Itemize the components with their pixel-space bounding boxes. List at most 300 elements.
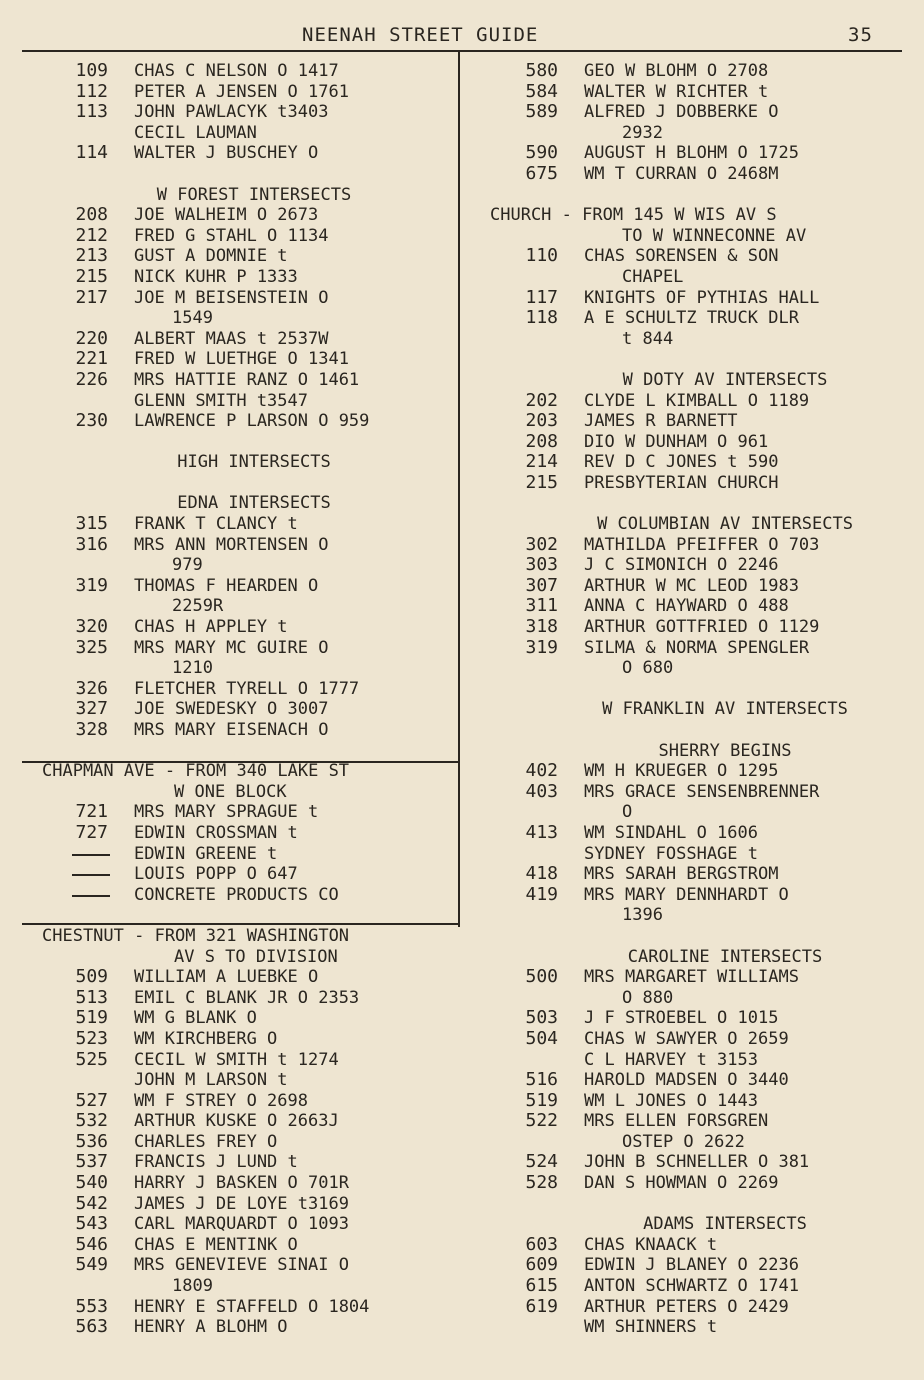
house-number: 220: [75, 327, 108, 349]
house-number: 320: [75, 616, 108, 638]
house-number: 524: [525, 1151, 558, 1173]
house-number: 215: [525, 471, 558, 493]
resident-name: J C SIMONICH O 2246: [584, 555, 779, 576]
resident-name: CONCRETE PRODUCTS CO: [134, 884, 339, 905]
directory-entry: [470, 1070, 920, 1091]
resident-name: ALFRED J DOBBERKE O: [584, 102, 779, 123]
resident-name: FRANCIS J LUND t: [134, 1152, 298, 1173]
resident-name: PETER A JENSEN O 1761: [134, 81, 349, 102]
house-number: 328: [75, 719, 108, 740]
resident-name: ARTHUR PETERS O 2429: [584, 1296, 789, 1317]
directory-entry: [22, 802, 456, 823]
resident-name: THOMAS F HEARDEN O: [134, 575, 319, 596]
spacer: [470, 349, 920, 370]
directory-entry: [22, 246, 456, 267]
resident-name: EDWIN GREENE t: [134, 843, 278, 864]
intersection-heading: [470, 370, 920, 391]
house-number: 213: [75, 245, 108, 267]
resident-name: WM SHINNERS t: [584, 1317, 718, 1338]
directory-entry: [22, 1008, 456, 1029]
house-number: 580: [525, 60, 558, 81]
house-number: 303: [525, 554, 558, 576]
resident-name: JOE WALHEIM O 2673: [134, 205, 319, 226]
directory-entry: [22, 844, 456, 865]
house-number: 603: [525, 1233, 558, 1255]
directory-entry: [470, 1050, 920, 1071]
resident-name: SILMA & NORMA SPENGLER: [584, 637, 810, 658]
house-number: 619: [525, 1295, 558, 1317]
spacer: [470, 679, 920, 700]
directory-entry: [470, 1091, 920, 1112]
directory-entry: [22, 1214, 456, 1235]
house-number: 500: [525, 966, 558, 988]
spacer: [22, 741, 456, 762]
directory-entry: [470, 823, 920, 844]
resident-name: MRS MARGARET WILLIAMS: [584, 967, 799, 988]
house-number: 546: [75, 1233, 108, 1255]
entry-continuation: O 880: [622, 987, 674, 1008]
house-number: 528: [525, 1172, 558, 1194]
directory-entry: [470, 596, 920, 617]
house-number: 590: [525, 142, 558, 164]
resident-name: WM KIRCHBERG O: [134, 1028, 278, 1049]
street-heading: [470, 226, 920, 247]
resident-name: EDWIN J BLANEY O 2236: [584, 1255, 799, 1276]
directory-entry: [470, 102, 920, 123]
resident-name: ANNA C HAYWARD O 488: [584, 596, 789, 617]
directory-entry: [22, 576, 456, 597]
directory-entry: [22, 1070, 456, 1091]
directory-entry: [470, 391, 920, 412]
directory-entry: [22, 555, 456, 576]
directory-entry: [470, 617, 920, 638]
house-number: 589: [525, 101, 558, 123]
resident-name: FRED G STAHL O 1134: [134, 225, 329, 246]
resident-name: CHAS H APPLEY t: [134, 617, 288, 638]
house-number: 513: [75, 986, 108, 1008]
directory-entry: [22, 1050, 456, 1071]
street-name: CHURCH - FROM 145 W WIS AV S: [490, 205, 777, 226]
resident-name: MATHILDA PFEIFFER O 703: [584, 534, 820, 555]
directory-entry: [22, 329, 456, 350]
resident-name: CHAS C NELSON O 1417: [134, 61, 339, 81]
resident-name: LOUIS POPP O 647: [134, 864, 298, 885]
directory-entry: [22, 1235, 456, 1256]
resident-name: JAMES R BARNETT: [584, 411, 738, 432]
directory-entry: [22, 535, 456, 556]
resident-name: MRS MARY EISENACH O: [134, 720, 329, 740]
intersection-heading: [470, 699, 920, 720]
house-number: 208: [525, 430, 558, 452]
resident-name: FRED W LUETHGE O 1341: [134, 349, 349, 370]
page-number: 35: [848, 24, 873, 46]
resident-name: CHAS KNAACK t: [584, 1234, 718, 1255]
spacer: [470, 926, 920, 947]
intersection-label: ADAMS INTERSECTS: [643, 1214, 807, 1235]
resident-name: FLETCHER TYRELL O 1777: [134, 678, 360, 699]
house-number: 527: [75, 1089, 108, 1111]
house-number: 402: [525, 760, 558, 782]
resident-name: WALTER J BUSCHEY O: [134, 143, 319, 164]
resident-name: ARTHUR W MC LEOD 1983: [584, 575, 799, 596]
directory-entry: [470, 1111, 920, 1132]
house-number: 549: [75, 1254, 108, 1276]
resident-name: CECIL W SMITH t 1274: [134, 1049, 339, 1070]
resident-name: MRS ELLEN FORSGREN: [584, 1111, 769, 1132]
resident-name: JOE SWEDESKY O 3007: [134, 699, 329, 720]
directory-entry: [22, 1029, 456, 1050]
resident-name: MRS GRACE SENSENBRENNER: [584, 781, 820, 802]
directory-entry: [22, 1276, 456, 1297]
house-number: 326: [75, 677, 108, 699]
page-header: [0, 24, 924, 50]
resident-name: JOHN M LARSON t: [134, 1070, 288, 1091]
directory-entry: [22, 102, 456, 123]
house-number: 315: [75, 513, 108, 535]
house-number: 112: [75, 80, 108, 102]
resident-name: PRESBYTERIAN CHURCH: [584, 472, 779, 493]
spacer: [470, 720, 920, 741]
house-number: 311: [525, 595, 558, 617]
directory-entry: [22, 617, 456, 638]
directory-entry: [22, 308, 456, 329]
intersection-label: W FOREST INTERSECTS: [156, 184, 352, 205]
dash-mark: [72, 854, 110, 856]
entry-continuation: 979: [172, 555, 203, 576]
column-divider: [458, 52, 460, 927]
directory-entry: [470, 658, 920, 679]
resident-name: WM SINDAHL O 1606: [584, 822, 758, 843]
resident-name: EDWIN CROSSMAN t: [134, 822, 298, 843]
house-number: 221: [75, 348, 108, 370]
resident-name: WALTER W RICHTER t: [584, 81, 769, 102]
resident-name: EMIL C BLANK JR O 2353: [134, 987, 360, 1008]
directory-entry: [22, 61, 456, 82]
directory-entry: [470, 61, 920, 82]
house-number: 522: [525, 1110, 558, 1132]
entry-continuation: 1396: [622, 905, 663, 926]
house-number: 110: [525, 245, 558, 267]
directory-entry: [22, 1091, 456, 1112]
house-number: 202: [525, 389, 558, 411]
directory-entry: [22, 82, 456, 103]
house-number: 563: [75, 1316, 108, 1338]
directory-entry: [470, 452, 920, 473]
house-number: 318: [525, 616, 558, 638]
house-number: 537: [75, 1151, 108, 1173]
resident-name: GUST A DOMNIE t: [134, 246, 288, 267]
house-number: 114: [75, 142, 108, 164]
street-heading: [22, 761, 456, 782]
entry-continuation: CHAPEL: [622, 266, 684, 287]
street-heading: [470, 205, 920, 226]
page-title: NEENAH STREET GUIDE: [302, 24, 539, 46]
directory-entry: [470, 329, 920, 350]
directory-entry: [22, 1255, 456, 1276]
house-number: 319: [525, 636, 558, 658]
directory-entry: [22, 864, 456, 885]
left-column: [22, 61, 456, 1338]
directory-entry: [470, 905, 920, 926]
house-number: 503: [525, 1007, 558, 1029]
directory-entry: [470, 782, 920, 803]
intersection-label: SHERRY BEGINS: [658, 740, 792, 761]
resident-name: WM F STREY O 2698: [134, 1090, 308, 1111]
directory-entry: [470, 1152, 920, 1173]
resident-name: ANTON SCHWARTZ O 1741: [584, 1276, 799, 1297]
spacer: [22, 905, 456, 926]
resident-name: CLYDE L KIMBALL O 1189: [584, 390, 810, 411]
house-number: 553: [75, 1295, 108, 1317]
directory-entry: [470, 432, 920, 453]
directory-entry: [22, 967, 456, 988]
resident-name: JOHN PAWLACYK t3403: [134, 102, 329, 123]
directory-entry: [22, 1152, 456, 1173]
intersection-heading: [22, 452, 456, 473]
resident-name: MRS SARAH BERGSTROM: [584, 864, 779, 885]
directory-entry: [22, 638, 456, 659]
intersection-heading: [470, 1214, 920, 1235]
entry-continuation: OSTEP O 2622: [622, 1131, 745, 1152]
directory-entry: [22, 411, 456, 432]
entry-continuation: t 844: [622, 328, 674, 349]
house-number: 212: [75, 224, 108, 246]
directory-entry: [470, 638, 920, 659]
house-number: 615: [525, 1275, 558, 1297]
resident-name: LAWRENCE P LARSON O 959: [134, 411, 370, 432]
directory-entry: [470, 1132, 920, 1153]
resident-name: CHAS E MENTINK O: [134, 1234, 298, 1255]
resident-name: JOHN B SCHNELLER O 381: [584, 1152, 810, 1173]
resident-name: MRS HATTIE RANZ O 1461: [134, 369, 360, 390]
header-rule: [22, 50, 902, 52]
directory-entry: [22, 988, 456, 1009]
directory-entry: [22, 1194, 456, 1215]
resident-name: WM L JONES O 1443: [584, 1090, 758, 1111]
entry-continuation: 2932: [622, 122, 663, 143]
intersection-heading: [470, 514, 920, 535]
intersection-heading: [470, 947, 920, 968]
entry-continuation: 2259R: [172, 596, 224, 617]
house-number: 113: [75, 101, 108, 123]
house-number: 226: [75, 368, 108, 390]
directory-entry: [22, 370, 456, 391]
house-number: 413: [525, 821, 558, 843]
directory-entry: [470, 576, 920, 597]
resident-name: JAMES J DE LOYE t3169: [134, 1193, 349, 1214]
directory-entry: [22, 720, 456, 741]
directory-entry: [470, 1029, 920, 1050]
intersection-label: EDNA INTERSECTS: [177, 493, 331, 514]
house-number: 215: [75, 265, 108, 287]
house-number: 327: [75, 698, 108, 720]
resident-name: KNIGHTS OF PYTHIAS HALL: [584, 287, 820, 308]
house-number: 316: [75, 533, 108, 555]
house-number: 109: [75, 60, 108, 81]
directory-entry: [470, 1297, 920, 1318]
resident-name: CHARLES FREY O: [134, 1131, 278, 1152]
directory-entry: [470, 308, 920, 329]
street-range: AV S TO DIVISION: [174, 946, 338, 967]
resident-name: MRS MARY MC GUIRE O: [134, 637, 329, 658]
resident-name: HAROLD MADSEN O 3440: [584, 1070, 789, 1091]
dash-mark: [72, 874, 110, 876]
house-number: 584: [525, 80, 558, 102]
right-column: [470, 61, 920, 1338]
directory-entry: [470, 1317, 920, 1338]
house-number: 214: [525, 451, 558, 473]
house-number: 543: [75, 1213, 108, 1235]
resident-name: WILLIAM A LUEBKE O: [134, 967, 319, 988]
directory-entry: [22, 1317, 456, 1338]
directory-entry: [470, 555, 920, 576]
intersection-label: W COLUMBIAN AV INTERSECTS: [597, 514, 853, 535]
directory-entry: [470, 844, 920, 865]
house-number: 325: [75, 636, 108, 658]
directory-entry: [22, 596, 456, 617]
resident-name: DIO W DUNHAM O 961: [584, 431, 769, 452]
directory-entry: [22, 1297, 456, 1318]
directory-entry: [470, 802, 920, 823]
house-number: 117: [525, 286, 558, 308]
directory-entry: [470, 288, 920, 309]
street-heading: [22, 782, 456, 803]
directory-entry: [22, 679, 456, 700]
directory-entry: [22, 1111, 456, 1132]
intersection-heading: [470, 741, 920, 762]
house-number: 319: [75, 574, 108, 596]
resident-name: C L HARVEY t 3153: [584, 1049, 758, 1070]
directory-entry: [470, 82, 920, 103]
resident-name: NICK KUHR P 1333: [134, 266, 298, 287]
house-number: 536: [75, 1130, 108, 1152]
resident-name: MRS MARY DENNHARDT O: [584, 884, 789, 905]
directory-entry: [22, 885, 456, 906]
house-number: 519: [525, 1089, 558, 1111]
house-number: 523: [75, 1027, 108, 1049]
resident-name: HARRY J BASKEN O 701R: [134, 1173, 349, 1194]
house-number: 727: [75, 821, 108, 843]
directory-entry: [22, 699, 456, 720]
resident-name: CECIL LAUMAN: [134, 122, 257, 143]
directory-entry: [470, 1276, 920, 1297]
house-number: 203: [525, 410, 558, 432]
directory-entry: [22, 349, 456, 370]
spacer: [470, 185, 920, 206]
house-number: 525: [75, 1048, 108, 1070]
resident-name: CHAS SORENSEN & SON: [584, 246, 779, 267]
directory-entry: [22, 267, 456, 288]
resident-name: REV D C JONES t 590: [584, 452, 779, 473]
directory-entry: [22, 658, 456, 679]
directory-entry: [470, 1008, 920, 1029]
entry-continuation: 1809: [172, 1276, 213, 1297]
resident-name: CARL MARQUARDT O 1093: [134, 1214, 349, 1235]
directory-entry: [22, 205, 456, 226]
entry-continuation: O 680: [622, 658, 674, 679]
resident-name: A E SCHULTZ TRUCK DLR: [584, 308, 799, 329]
street-range: TO W WINNECONNE AV: [622, 225, 807, 246]
resident-name: MRS ANN MORTENSEN O: [134, 534, 329, 555]
house-number: 509: [75, 966, 108, 988]
resident-name: AUGUST H BLOHM O 1725: [584, 143, 799, 164]
house-number: 302: [525, 533, 558, 555]
directory-entry: [22, 288, 456, 309]
intersection-heading: [22, 185, 456, 206]
resident-name: GLENN SMITH t3547: [134, 390, 308, 411]
resident-name: SYDNEY FOSSHAGE t: [584, 843, 758, 864]
directory-entry: [470, 1173, 920, 1194]
spacer: [22, 164, 456, 185]
directory-entry: [22, 1132, 456, 1153]
house-number: 609: [525, 1254, 558, 1276]
house-number: 217: [75, 286, 108, 308]
street-range: W ONE BLOCK: [174, 781, 287, 802]
directory-entry: [22, 1173, 456, 1194]
intersection-label: W FRANKLIN AV INTERSECTS: [602, 699, 848, 720]
house-number: 519: [75, 1007, 108, 1029]
house-number: 504: [525, 1027, 558, 1049]
street-heading: [22, 926, 456, 947]
directory-entry: [470, 411, 920, 432]
directory-entry: [22, 391, 456, 412]
house-number: 675: [525, 162, 558, 184]
house-number: 721: [75, 801, 108, 823]
entry-continuation: 1549: [172, 308, 213, 329]
entry-continuation: 1210: [172, 658, 213, 679]
street-name: CHAPMAN AVE - FROM 340 LAKE ST: [42, 761, 350, 782]
resident-name: MRS MARY SPRAGUE t: [134, 802, 319, 823]
house-number: 307: [525, 574, 558, 596]
resident-name: J F STROEBEL O 1015: [584, 1008, 779, 1029]
directory-entry: [470, 1255, 920, 1276]
house-number: 516: [525, 1069, 558, 1091]
directory-entry: [22, 514, 456, 535]
house-number: 403: [525, 780, 558, 802]
intersection-heading: [22, 493, 456, 514]
directory-entry: [470, 473, 920, 494]
resident-name: ALBERT MAAS t 2537W: [134, 328, 329, 349]
resident-name: MRS GENEVIEVE SINAI O: [134, 1255, 349, 1276]
directory-entry: [22, 226, 456, 247]
directory-entry: [470, 267, 920, 288]
directory-entry: [470, 143, 920, 164]
dash-mark: [72, 895, 110, 897]
resident-name: ARTHUR KUSKE O 2663J: [134, 1111, 339, 1132]
directory-entry: [22, 823, 456, 844]
spacer: [470, 1194, 920, 1215]
house-number: 419: [525, 883, 558, 905]
house-number: 230: [75, 410, 108, 432]
resident-name: HENRY E STAFFELD O 1804: [134, 1296, 370, 1317]
house-number: 208: [75, 204, 108, 226]
spacer: [22, 432, 456, 453]
resident-name: ARTHUR GOTTFRIED O 1129: [584, 617, 820, 638]
resident-name: HENRY A BLOHM O: [134, 1317, 288, 1338]
directory-entry: [470, 1235, 920, 1256]
directory-entry: [470, 123, 920, 144]
intersection-label: CAROLINE INTERSECTS: [627, 946, 823, 967]
resident-name: WM T CURRAN O 2468M: [584, 163, 779, 184]
spacer: [470, 493, 920, 514]
house-number: 118: [525, 307, 558, 329]
intersection-label: W DOTY AV INTERSECTS: [622, 369, 828, 390]
street-heading: [22, 947, 456, 968]
house-number: 418: [525, 863, 558, 885]
house-number: 542: [75, 1192, 108, 1214]
house-number: 540: [75, 1172, 108, 1194]
directory-entry: [470, 535, 920, 556]
